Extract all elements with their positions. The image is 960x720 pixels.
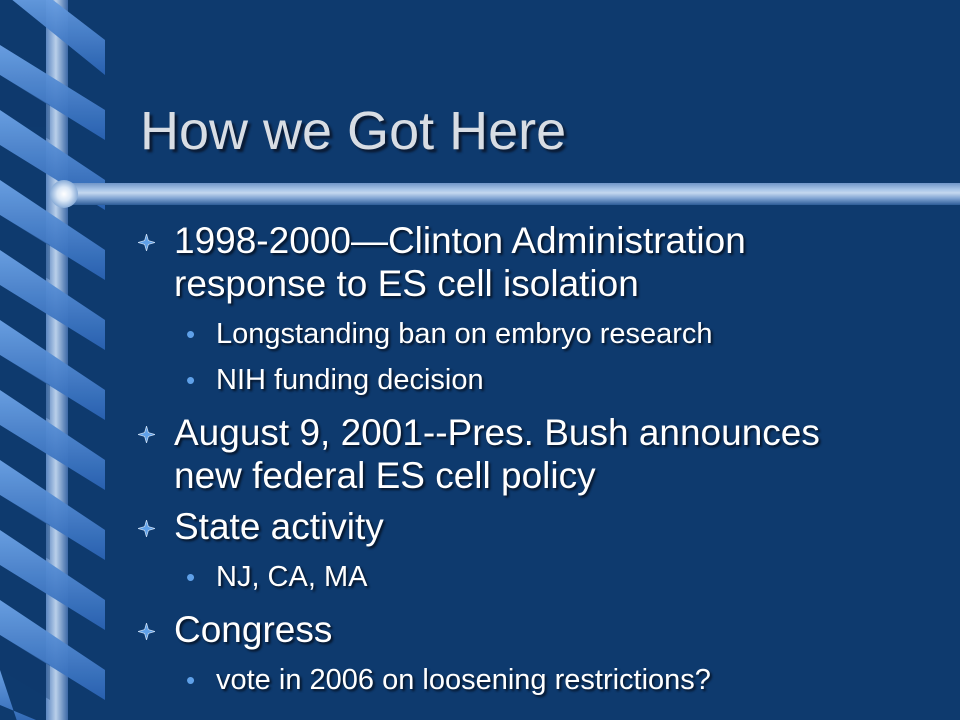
dot-bullet-icon: • — [186, 319, 196, 349]
sub-bullet-item — [138, 657, 938, 703]
sub-bullet-list — [138, 657, 938, 703]
sub-bullet-text: vote in 2006 on loosening restrictions? — [216, 664, 711, 696]
diamond-bullet-icon — [138, 623, 155, 640]
bullet-item — [138, 219, 938, 305]
dot-bullet-icon: • — [186, 665, 196, 695]
sub-bullet-text: NJ, CA, MA — [216, 561, 368, 593]
bullet-item — [138, 411, 938, 497]
slide-title: How we Got Here — [140, 101, 567, 161]
ribbon-decoration — [0, 0, 110, 720]
sub-bullet-text: NIH funding decision — [216, 364, 484, 396]
bullet-line: State activity — [174, 506, 384, 547]
bullet-list — [138, 219, 938, 711]
bullet-line: August 9, 2001--Pres. Bush announces — [174, 412, 820, 453]
bullet-item — [138, 608, 938, 651]
sub-bullet-item — [138, 357, 938, 403]
diamond-bullet-icon — [138, 426, 155, 443]
bullet-item — [138, 505, 938, 548]
bullet-line: new federal ES cell policy — [174, 455, 596, 496]
diamond-bullet-icon — [138, 234, 155, 251]
bullet-line: Congress — [174, 609, 333, 650]
sub-bullet-list — [138, 554, 938, 600]
divider-knob — [50, 180, 78, 208]
diamond-bullet-icon — [138, 520, 155, 537]
sub-bullet-item — [138, 311, 938, 357]
title-divider — [58, 183, 960, 205]
sub-bullet-item — [138, 554, 938, 600]
bullet-line: 1998-2000—Clinton Administration — [174, 220, 746, 261]
dot-bullet-icon: • — [186, 562, 196, 592]
sub-bullet-list — [138, 311, 938, 403]
sub-bullet-text: Longstanding ban on embryo research — [216, 318, 713, 350]
dot-bullet-icon: • — [186, 365, 196, 395]
bullet-line: response to ES cell isolation — [174, 263, 639, 304]
